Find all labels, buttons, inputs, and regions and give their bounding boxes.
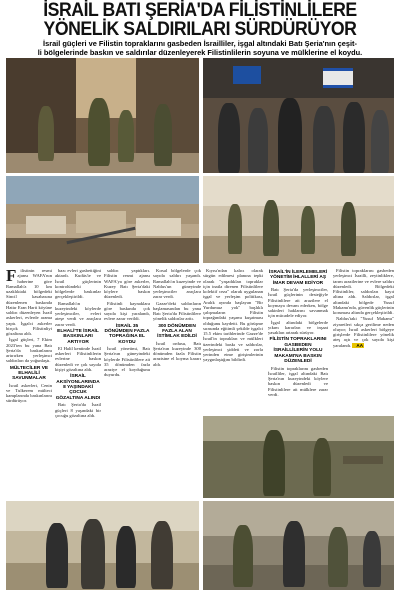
subheading: İSRAİL 35 DÖNÜMDEN FAZLA TOPRAĞINA EL KOYDU [104, 323, 150, 345]
paragraph: İşgal güçleri, 7 Ekim 2023'ten bu yana Batı Şeria'da baskınlarını artırırken yerleşimci saldırıları da yoğunlaştı. [6, 337, 52, 364]
paragraph: Kıyısı'ndan kalıcı olarak sürgün edilmesi planına tepki olarak "yaşadıkları topraklar için inatla direnen Filistinlilere kolektif ceza" olarak uygulanan işgal ve yerleşim politikası, Aralık ayında başlayan "Bir Yurdumuz yok" başlıklı çalışmaların Filistin toprağındaki yaşamı kuşatması olduğunu kaydetti. Bu görüşme sırasında eğitimli şekilde işgalci 15.5 ekim tarihlerinde Gazze'de İsrail'in toprakları ve mülkleri üzerindeki baskı ve saldırılar, yerleşimci şiddeti ve zorla yerinden etme girişimlerinin yaygınlaştığını bildirdi. [203, 268, 263, 363]
paragraph: İsrail askerleri, Cenin ve Tulkerem mülteci kamplarında baskınlarını sürdürüyor. [6, 382, 52, 404]
article-left [6, 268, 201, 498]
soldiers-alley-photo [6, 58, 199, 173]
article-left-column-2 [55, 268, 101, 498]
article-left-column-4 [153, 268, 201, 498]
paragraph: ilistinin resmi ajansı WAFA'nın haberine göre Ramallah'a 10 km uzaklıktaki bölgedeki Sincil kasabasına düzenlenen baskında Hattır Eran Harti köyüne saldırı düzenleyen İsrail askerleri, evlerde arama yaptı. İşgalci askerler birçok Filistinliyi gözaltına aldı. [6, 268, 52, 336]
soldiers-checkpoint-photo [203, 501, 394, 590]
paragraph: Kırsal bölgelerde çok sayıda saldırı yaşandı. Ramallah'ın kuzeyinde ve Nablus'un güneyinde yerleşimciler araçlara zarar verdi. [153, 268, 201, 300]
article-left-column-1 [6, 268, 52, 498]
paragraph: İşgal altındaki bölgelerde yıkım kararları ve inşaat yasakları artarak sürüyor. [268, 319, 328, 336]
paragraph: saldırı yaptıkları. Filistin resmi ajansı WAFA'ya göre askerler, Kuzey Batı Şeria'daki köylere baskın düzenledi. [104, 268, 150, 300]
agency-mark: AA [352, 343, 364, 348]
deck-line-2: li bölgelerinde baskın ve saldırılar düzenleyerek Filistinlilerin soyuna ve mülklerine el koydu. [37, 47, 363, 57]
crowd-flags-photo [203, 58, 394, 173]
headline-line-1: İSRAİL BATI ŞERİA'DA FİLİSTİNLİLERE [43, 0, 357, 21]
paragraph: El Halil kentinde İsrail askerleri Filistinlilerin evlerine baskın düzenledi ve çok sayıda kişiyi gözaltına aldı. [55, 345, 101, 372]
paragraph: Filistinli kaynaklara göre baskında çok sayıda kişi yaralandı, evlere zarar verildi. [104, 300, 150, 322]
article-right-column-2 [268, 268, 328, 413]
paragraph: İsrail yönetimi, Batı Şeria'nın güneyindeki köylerde Filistinlilere ait 35 dönümden fazla araziye el koyduğunu duyurdu. [104, 346, 150, 378]
subheading: İSRAİL AKSİYONLARINDA 8 YAŞINDAKİ ÇOCUK GÖZALTINA ALINDI [55, 374, 101, 401]
paragraph: Ramallah'ın kuzeyindeki köylerde yerleşimciler, evleri ateşe verdi ve araçlara zarar verdi. [55, 300, 101, 327]
article-left-column-3 [104, 268, 150, 498]
soldiers-patrol-photo [203, 176, 394, 263]
settlers-march-photo [6, 501, 199, 590]
paragraph: Batı Şeria'da İsrail güçleri 8 yaşındaki bir çocuğu gözaltına aldı. [55, 402, 101, 418]
paragraph: Gazze'deki saldırıların başlamasından bu yana Batı Şeria'da Filistinlilere yönelik saldırılar arttı. [153, 300, 201, 322]
headline [20, 1, 381, 39]
paragraph: Nablus'taki "Yusuf Makamı" ziyaretleri sıkça gerilime neden oluyor; İsrail askerleri bölgeye girişlerde Filistinlilere yönelik ateş açtı ve çok sayıda kişi yaralandı. AA [333, 316, 394, 348]
article-right-column-1 [203, 268, 263, 413]
subheading: İSRAİL'İN İLERLEMELERİ YÖNETİM İHLALLERİ AŞ İMAR DEVAM EDİYOR [268, 270, 328, 286]
subheading: ELHALİ'TE İSRAİL BASKINLARI ARTIYOR [57, 328, 99, 345]
headline-line-2: YÖNELİK SALDIRILARI SÜRDÜRÜYOR [43, 19, 357, 40]
deck [6, 40, 394, 57]
subheading: FİLİSTİN TOPRAKLARINI GASBEDEN İSRAİLLİLERİN YOLU MAKAMI'NA BASKIN DÜZENLEDİ [269, 337, 327, 365]
subheading: 300 DÖNÜMDEN FAZLA ALAN İSTİMLAK EDİLDİ [157, 323, 197, 340]
paragraph: İsrail ordusu, Batı Şeria'nın kuzeyinde 300 dönümden fazla Filistin arazisine el koyma kararı aldı. [153, 340, 201, 367]
article-right-column-3 [333, 268, 394, 413]
dropcap: F [6, 268, 17, 285]
soldier-field-photo [203, 416, 394, 498]
paragraph: Batı Şeria'da yerleşimciler, İsrail güçlerinin desteğiyle Filistinlilere ait arazilere el koymaya devam ederken, bölge sakinleri haklarını savunmak için mücadele ediyor. [268, 287, 328, 319]
article-right [203, 268, 394, 413]
deck-line-1: İsrail güçleri ve Filistin topraklarını gasbeden İsrailliler, işgal altındaki Batı Şeria'nın çeşit- [43, 39, 357, 48]
paragraph: Filistin topraklarını gasbeden İsrailliler, işgal altındaki Batı Şeria'nın kuzeyindeki köylere baskın düzenledi ve Filistinlilere ait mülklere zarar verdi. [268, 365, 328, 397]
paragraph: bazı evleri gasbettiğini aktardı. Kudüs'te ve İsrail güçlerinin kontrolündeki bölgelerde baskınlar gerçekleştirildi. [55, 268, 101, 300]
subheading: MÜLTECİLER VE ELHALİLİ SAVUNMALAR [9, 365, 49, 382]
paragraph: Filistin topraklarını gasbeden yerleşimci İsrailli, zeytinliklere, tarım arazilerine ve evlere saldırı düzenledi. Bölgedeki Filistinliler, saldırıları kayıt altına aldı. Saldırılar, işgal altındaki bölgede Yusuf Makamı'nda, güvenlik güçlerinin koruması altında gerçekleştirildi. [333, 268, 394, 315]
settlement-aerial-photo [6, 176, 199, 263]
